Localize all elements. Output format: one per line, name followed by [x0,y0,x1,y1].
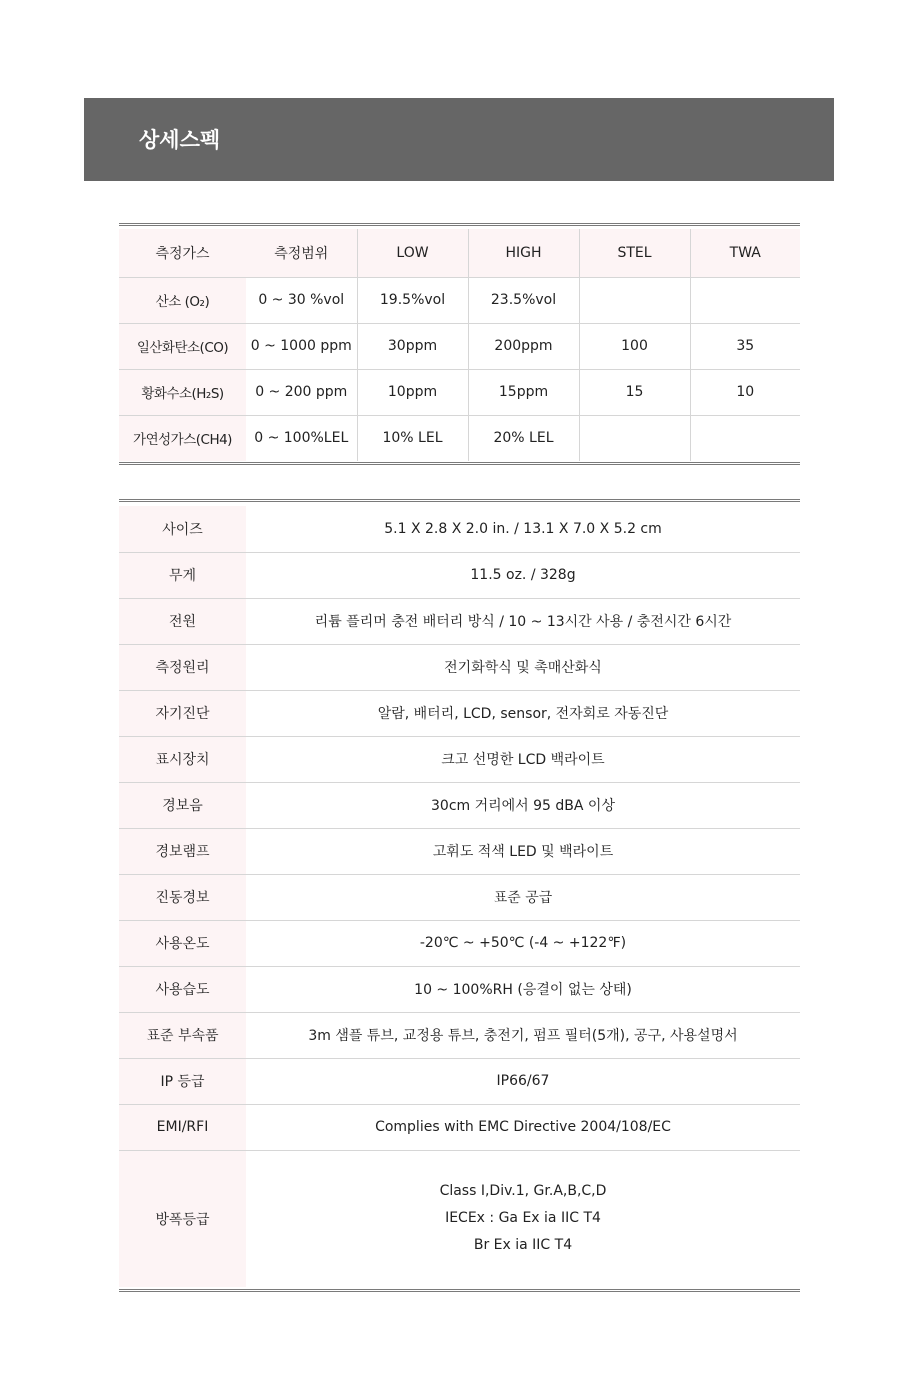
spec-label: 사용온도 [119,920,246,966]
table-row [119,920,800,966]
header-gas: 측정가스 [119,229,246,277]
spec-value: -20℃ ~ +50℃ (-4 ~ +122℉) [246,920,800,966]
table-row [119,1058,800,1104]
gas-stel: 100 [579,323,690,369]
table-row [119,1012,800,1058]
spec-label: 진동경보 [119,874,246,920]
explosion-line: Class I,Div.1, Gr.A,B,C,D [439,1183,607,1200]
gas-table-header [119,229,800,277]
gas-range: 0 ~ 30 %vol [246,277,357,323]
header-stel: STEL [579,229,690,277]
spec-table [119,506,800,1287]
table-row [119,782,800,828]
gas-high: 15ppm [468,369,579,415]
explosion-line: Br Ex ia IIC T4 [473,1237,573,1254]
spec-value: 5.1 X 2.8 X 2.0 in. / 13.1 X 7.0 X 5.2 cm [246,506,800,552]
gas-low: 10ppm [357,369,468,415]
gas-high: 20% LEL [468,415,579,461]
spec-banner [84,98,834,181]
spec-value: 표준 공급 [246,874,800,920]
spec-label: 경보램프 [119,828,246,874]
spec-value: 알람, 배터리, LCD, sensor, 전자회로 자동진단 [246,690,800,736]
explosion-line: IECEx : Ga Ex ia IIC T4 [445,1210,601,1227]
spec-value: 30cm 거리에서 95 dBA 이상 [246,782,800,828]
gas-twa: 35 [690,323,800,369]
gas-range: 0 ~ 1000 ppm [246,323,357,369]
gas-twa [690,415,800,461]
table-row [119,874,800,920]
gas-twa [690,277,800,323]
spec-value: 전기화학식 및 촉매산화식 [246,644,800,690]
spec-label: 전원 [119,598,246,644]
table-row [119,1150,800,1287]
table-row [119,690,800,736]
table-row [119,415,800,461]
table-row [119,966,800,1012]
gas-high: 200ppm [468,323,579,369]
spec-value [246,1150,800,1287]
header-low: LOW [357,229,468,277]
table-row [119,277,800,323]
gas-low: 10% LEL [357,415,468,461]
gas-name: 가연성가스(CH4) [119,415,246,461]
gas-table-top-rule [119,223,800,226]
spec-label: 무게 [119,552,246,598]
spec-value: IP66/67 [246,1058,800,1104]
header-twa: TWA [690,229,800,277]
table-row [119,369,800,415]
gas-name: 일산화탄소(CO) [119,323,246,369]
spec-label: IP 등급 [119,1058,246,1104]
gas-name: 산소 (O₂) [119,277,246,323]
gas-low: 30ppm [357,323,468,369]
table-row [119,598,800,644]
gas-table-bottom-rule [119,462,800,465]
spec-label: 경보음 [119,782,246,828]
gas-table [119,229,800,461]
gas-name: 황화수소(H₂S) [119,369,246,415]
gas-stel: 15 [579,369,690,415]
table-row [119,644,800,690]
gas-range: 0 ~ 200 ppm [246,369,357,415]
table-row [119,736,800,782]
spec-label: 사용습도 [119,966,246,1012]
gas-low: 19.5%vol [357,277,468,323]
spec-value: Complies with EMC Directive 2004/108/EC [246,1104,800,1150]
spec-label: 방폭등급 [119,1150,246,1287]
spec-label: 표준 부속품 [119,1012,246,1058]
table-row [119,828,800,874]
spec-table-bottom-rule [119,1289,800,1292]
spec-value: 10 ~ 100%RH (응결이 없는 상태) [246,966,800,1012]
spec-label: EMI/RFI [119,1104,246,1150]
table-row [119,552,800,598]
gas-stel [579,415,690,461]
spec-value: 3m 샘플 튜브, 교정용 튜브, 충전기, 펌프 필터(5개), 공구, 사용설명서 [246,1012,800,1058]
header-high: HIGH [468,229,579,277]
spec-label: 사이즈 [119,506,246,552]
gas-high: 23.5%vol [468,277,579,323]
header-range: 측정범위 [246,229,357,277]
spec-table-top-rule [119,499,800,502]
table-row [119,506,800,552]
spec-value: 11.5 oz. / 328g [246,552,800,598]
gas-twa: 10 [690,369,800,415]
spec-value: 고휘도 적색 LED 및 백라이트 [246,828,800,874]
spec-label: 측정원리 [119,644,246,690]
spec-value: 크고 선명한 LCD 백라이트 [246,736,800,782]
spec-value: 리튬 플리머 충전 배터리 방식 / 10 ~ 13시간 사용 / 충전시간 6시간 [246,598,800,644]
table-row [119,1104,800,1150]
page-title: 상세스펙 [139,128,221,152]
gas-stel [579,277,690,323]
spec-label: 자기진단 [119,690,246,736]
gas-range: 0 ~ 100%LEL [254,430,349,447]
spec-label: 표시장치 [119,736,246,782]
table-row [119,323,800,369]
